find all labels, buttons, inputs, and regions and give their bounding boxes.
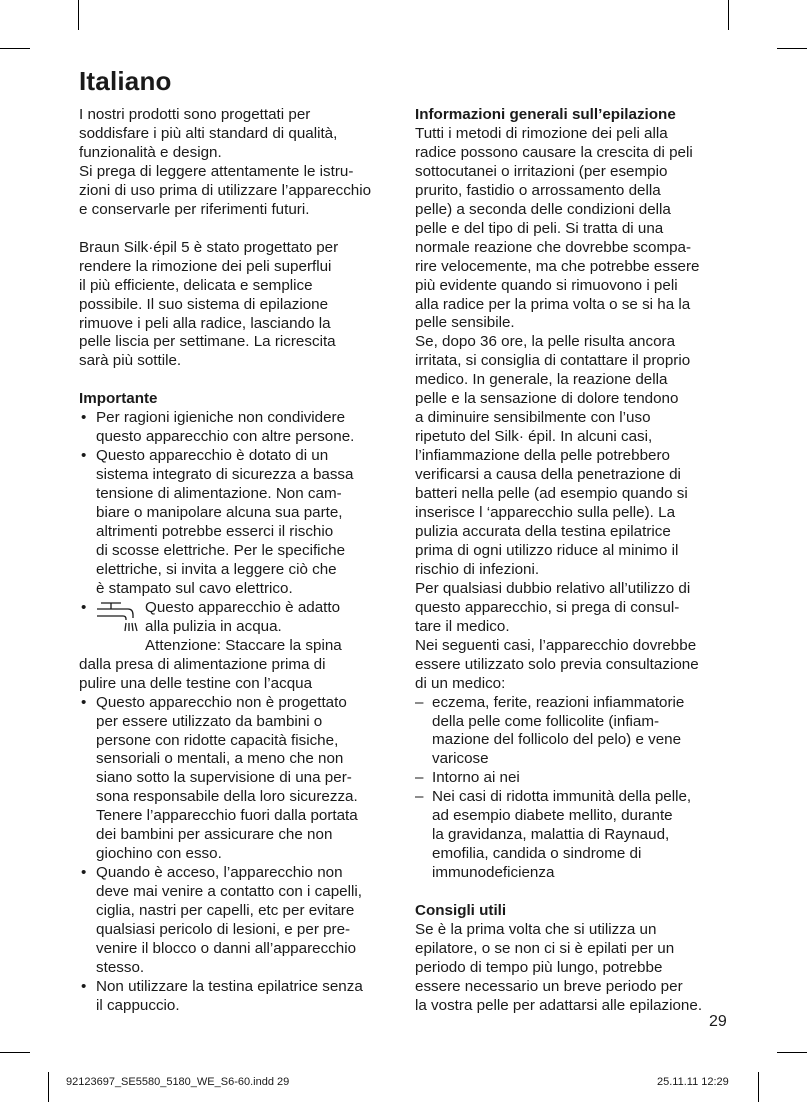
- list-item: – eczema, ferite, reazioni infiammatorie della pelle come follicolite (infiam- mazione del follicolo del pelo) e vene varicose: [415, 693, 685, 768]
- crop-mark: [48, 1072, 49, 1102]
- intro-paragraph-1: I nostri prodotti sono progettati per soddisfare i più alti standard di qualità, funzionalità e design.: [79, 106, 338, 161]
- page-title: Italiano: [79, 66, 172, 96]
- right-column: [415, 106, 733, 1016]
- list-item: • Quando è acceso, l’apparecchio non deve mai venire a contatto con i capelli, ciglia, nastri per capelli, etc per evitare qualsiasi pericolo di lesioni, e per pre- venire il blocco o danni all’apparecchio stesso.: [81, 864, 362, 976]
- crop-mark: [777, 1052, 807, 1053]
- important-heading: Importante: [79, 390, 158, 408]
- list-item: – Nei casi di ridotta immunità della pelle, ad esempio diabete mellito, durante la gravidanza, malattia di Raynaud, emofilia, candida o sindrome di immunodeficienza: [415, 788, 692, 882]
- list-item: • Questo apparecchio è dotato di un sistema integrato di sicurezza a bassa tensione di alimentazione. Non cam- biare o manipolare alcuna sua parte, altrimenti potrebbe esserci il rischio di scosse elettriche. Per le specifiche elettriche, si invita a leggere ciò che è stampato sul cavo elettrico.: [81, 447, 354, 597]
- conditions-list: [415, 694, 733, 884]
- list-item: – Intorno ai nei: [415, 769, 520, 787]
- crop-mark: [777, 48, 807, 49]
- faucet-note: Questo apparecchio è adatto alla pulizia in acqua. Attenzione: Staccare la spina: [145, 598, 342, 654]
- crop-mark: [0, 1052, 30, 1053]
- bullet-icon: •: [81, 447, 87, 465]
- crop-mark: [78, 0, 79, 30]
- crop-mark: [728, 0, 729, 30]
- tips-paragraph: Se è la prima volta che si utilizza un epilatore, o se non ci si è epilati per un periodo di tempo più lungo, potrebbe essere necessario un breve periodo per la vostra pelle per adattarsi alle epilazione.: [415, 921, 703, 1014]
- bullet-icon: •: [81, 977, 87, 995]
- list-item: [79, 599, 397, 694]
- crop-mark: [0, 48, 30, 49]
- info-paragraph-3: Per qualsiasi dubbio relativo all’utilizzo di questo apparecchio, si prega di consul- tare il medico.: [415, 579, 691, 635]
- bullet-icon: •: [81, 598, 87, 616]
- dash-icon: –: [415, 788, 424, 806]
- left-column: [79, 106, 397, 1016]
- list-item: • Non utilizzare la testina epilatrice senza il cappuccio.: [81, 977, 363, 1014]
- list-item: • Per ragioni igieniche non condividere questo apparecchio con altre persone.: [81, 409, 355, 446]
- footer-date: 25.11.11 12:29: [657, 1076, 729, 1088]
- crop-mark: [758, 1072, 759, 1102]
- intro-paragraph-2: Si prega di leggere attentamente le istru- zioni di uso prima di utilizzare l’apparecchio e conservarle per riferimenti futuri.: [79, 162, 372, 218]
- tips-heading: Consigli utili: [415, 902, 507, 920]
- page-number: 29: [709, 1013, 727, 1030]
- info-paragraph-2: Se, dopo 36 ore, la pelle risulta ancora irritata, si consiglia di contattare il proprio medico. In generale, la reazione della pelle e la sensazione di dolore tendono a diminuire sensibilmente con l’uso ripetuto del Silk· épil. In alcuni casi, l’infiammazione della pelle potrebbero verificarsi a causa della penetrazione di batteri nella pelle (ad esempio quando si inserisce l ‘apparecchio sulla pelle). La pulizia accurata della testina epilatrice prima di ogni utilizzo riduce al minimo il rischio di infezioni.: [415, 333, 691, 578]
- faucet-water-icon: [96, 601, 142, 637]
- bullet-icon: •: [81, 693, 87, 711]
- footer-file-info: 92123697_SE5580_5180_WE_S6-60.indd 29: [66, 1076, 290, 1088]
- bullet-icon: •: [81, 409, 87, 427]
- info-heading: Informazioni generali sull’epilazione: [415, 106, 676, 123]
- bullet-icon: •: [81, 864, 87, 882]
- important-list: [79, 409, 397, 1015]
- list-item: • Questo apparecchio non è progettato per essere utilizzato da bambini o persone con ridotte capacità fisiche, sensoriali o mentali, a meno che non siano sotto la supervisione di una per- sona responsabile della loro sicurezza. Tenere l’apparecchio fuori dalla portata dei bambini per assicurare che non giochino con esso.: [81, 693, 358, 863]
- info-paragraph-4: Nei seguenti casi, l’apparecchio dovrebbe essere utilizzato solo previa consultazione di un medico:: [415, 636, 699, 692]
- intro-paragraph-3: Braun Silk·épil 5 è stato progettato per rendere la rimozione dei peli superflui il più efficiente, delicata e semplice possibile. Il suo sistema di epilazione rimuove i peli alla radice, lasciando la pelle liscia per settimane. La ricrescita sarà più sottile.: [79, 238, 339, 370]
- info-paragraph-1: Tutti i metodi di rimozione dei peli alla radice possono causare la crescita di peli sottocutanei o irritazioni (per esempio prurito, fastidio o arrossamento della pelle) a seconda delle condizioni della pelle e del tipo di peli. Si tratta di una normale reazione che dovrebbe scompa- rire velocemente, ma che potrebbe essere più evidente quando si rimuovono i peli alla radice per la prima volta o se si ha la pelle sensibile.: [415, 124, 700, 332]
- dash-icon: –: [415, 693, 424, 711]
- faucet-note-continued: dalla presa di alimentazione prima di pulire una delle testine con l’acqua: [79, 655, 326, 692]
- dash-icon: –: [415, 769, 424, 787]
